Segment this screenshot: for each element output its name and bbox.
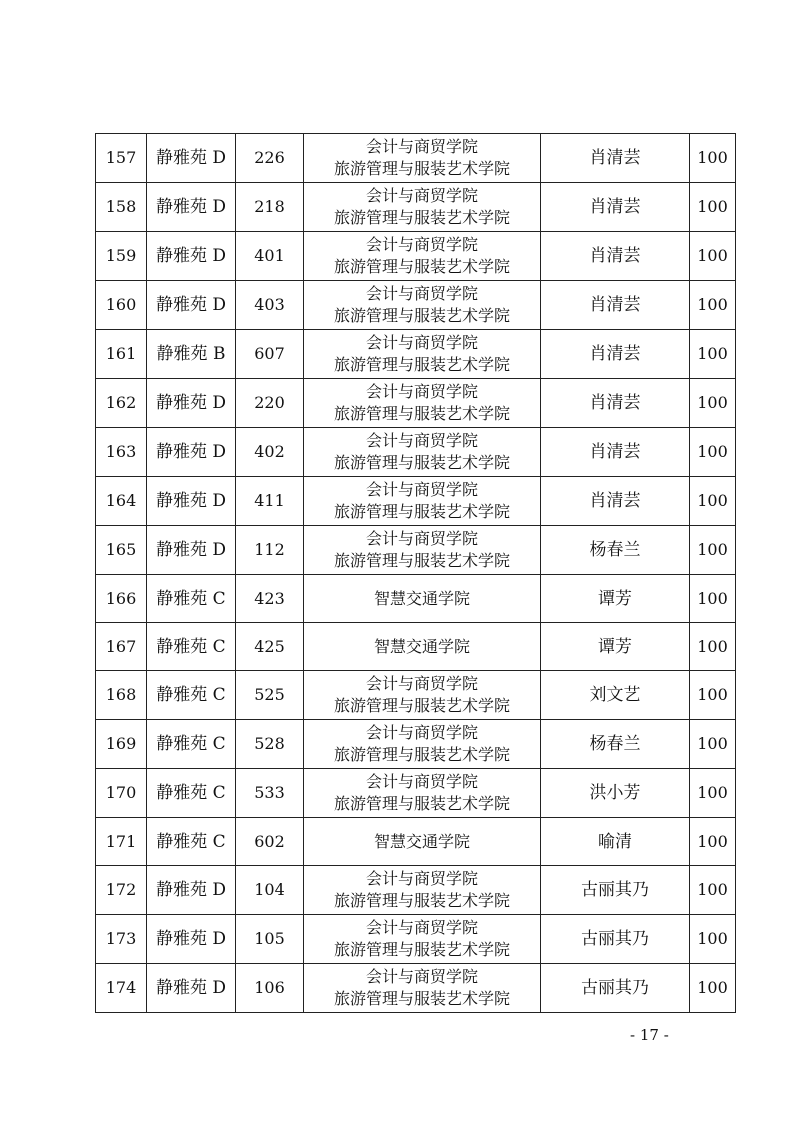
cell-person: 肖清芸 [541, 428, 690, 477]
cell-building: 静雅苑 D [147, 964, 236, 1013]
table-row [96, 671, 736, 720]
cell-number: 170 [96, 769, 147, 818]
cell-building: 静雅苑 D [147, 232, 236, 281]
cell-college [304, 330, 541, 379]
cell-building: 静雅苑 B [147, 330, 236, 379]
table-body [96, 134, 736, 1013]
college-name: 旅游管理与服装艺术学院 [333, 159, 510, 178]
cell-room: 411 [236, 477, 304, 526]
college-name: 旅游管理与服装艺术学院 [333, 745, 510, 764]
cell-person: 刘文艺 [541, 671, 690, 720]
cell-room: 104 [236, 866, 304, 915]
cell-building: 静雅苑 D [147, 281, 236, 330]
cell-number: 165 [96, 526, 147, 575]
cell-room: 403 [236, 281, 304, 330]
cell-building: 静雅苑 C [147, 671, 236, 720]
cell-number: 173 [96, 915, 147, 964]
cell-score: 100 [690, 964, 736, 1013]
cell-building: 静雅苑 C [147, 720, 236, 769]
cell-number: 168 [96, 671, 147, 720]
cell-building: 静雅苑 D [147, 866, 236, 915]
cell-number: 161 [96, 330, 147, 379]
college-name: 会计与商贸学院 [365, 529, 478, 548]
cell-college [304, 623, 541, 671]
table-row [96, 281, 736, 330]
cell-score: 100 [690, 575, 736, 623]
cell-college [304, 134, 541, 183]
college-name: 旅游管理与服装艺术学院 [333, 551, 510, 570]
cell-person: 古丽其乃 [541, 866, 690, 915]
cell-score: 100 [690, 526, 736, 575]
cell-person: 谭芳 [541, 575, 690, 623]
cell-room: 425 [236, 623, 304, 671]
table-row [96, 623, 736, 671]
cell-score: 100 [690, 915, 736, 964]
college-name: 会计与商贸学院 [365, 772, 478, 791]
cell-building: 静雅苑 D [147, 134, 236, 183]
cell-number: 166 [96, 575, 147, 623]
cell-college [304, 720, 541, 769]
cell-person: 肖清芸 [541, 232, 690, 281]
cell-room: 106 [236, 964, 304, 1013]
college-name: 会计与商贸学院 [365, 967, 478, 986]
cell-room: 423 [236, 575, 304, 623]
cell-number: 159 [96, 232, 147, 281]
cell-number: 160 [96, 281, 147, 330]
cell-score: 100 [690, 720, 736, 769]
cell-score: 100 [690, 477, 736, 526]
college-name: 旅游管理与服装艺术学院 [333, 208, 510, 227]
cell-number: 171 [96, 818, 147, 866]
cell-room: 602 [236, 818, 304, 866]
cell-score: 100 [690, 866, 736, 915]
cell-building: 静雅苑 D [147, 526, 236, 575]
cell-college [304, 526, 541, 575]
table-row [96, 526, 736, 575]
cell-score: 100 [690, 330, 736, 379]
cell-college [304, 232, 541, 281]
table-row [96, 575, 736, 623]
cell-score: 100 [690, 623, 736, 671]
table-row [96, 428, 736, 477]
cell-building: 静雅苑 D [147, 183, 236, 232]
cell-score: 100 [690, 769, 736, 818]
table-row [96, 330, 736, 379]
college-name: 会计与商贸学院 [365, 235, 478, 254]
cell-college [304, 428, 541, 477]
college-name: 会计与商贸学院 [365, 480, 478, 499]
cell-score: 100 [690, 428, 736, 477]
college-name: 旅游管理与服装艺术学院 [333, 404, 510, 423]
cell-college [304, 183, 541, 232]
cell-college [304, 379, 541, 428]
college-name: 会计与商贸学院 [365, 431, 478, 450]
college-name: 智慧交通学院 [373, 636, 470, 656]
college-name: 智慧交通学院 [373, 831, 470, 851]
cell-person: 古丽其乃 [541, 964, 690, 1013]
cell-room: 402 [236, 428, 304, 477]
cell-room: 533 [236, 769, 304, 818]
cell-person: 喻清 [541, 818, 690, 866]
table-row [96, 818, 736, 866]
cell-person: 肖清芸 [541, 379, 690, 428]
cell-room: 112 [236, 526, 304, 575]
dormitory-score-table [95, 133, 736, 1013]
cell-score: 100 [690, 281, 736, 330]
cell-score: 100 [690, 818, 736, 866]
college-name: 会计与商贸学院 [365, 869, 478, 888]
college-name: 会计与商贸学院 [365, 137, 478, 156]
table-row [96, 232, 736, 281]
cell-college [304, 477, 541, 526]
cell-person: 谭芳 [541, 623, 690, 671]
cell-person: 肖清芸 [541, 281, 690, 330]
cell-college [304, 575, 541, 623]
cell-room: 218 [236, 183, 304, 232]
cell-room: 607 [236, 330, 304, 379]
college-name: 会计与商贸学院 [365, 382, 478, 401]
cell-number: 167 [96, 623, 147, 671]
cell-person: 杨春兰 [541, 526, 690, 575]
cell-room: 220 [236, 379, 304, 428]
table-row [96, 915, 736, 964]
cell-room: 105 [236, 915, 304, 964]
cell-college [304, 281, 541, 330]
cell-building: 静雅苑 C [147, 575, 236, 623]
college-name: 旅游管理与服装艺术学院 [333, 257, 510, 276]
college-name: 旅游管理与服装艺术学院 [333, 940, 510, 959]
cell-building: 静雅苑 C [147, 623, 236, 671]
cell-number: 169 [96, 720, 147, 769]
cell-person: 洪小芳 [541, 769, 690, 818]
college-name: 会计与商贸学院 [365, 186, 478, 205]
cell-number: 157 [96, 134, 147, 183]
cell-college [304, 915, 541, 964]
cell-college [304, 769, 541, 818]
cell-college [304, 671, 541, 720]
cell-number: 163 [96, 428, 147, 477]
college-name: 旅游管理与服装艺术学院 [333, 453, 510, 472]
table-row [96, 134, 736, 183]
cell-room: 401 [236, 232, 304, 281]
cell-building: 静雅苑 D [147, 477, 236, 526]
cell-college [304, 964, 541, 1013]
cell-room: 226 [236, 134, 304, 183]
college-name: 旅游管理与服装艺术学院 [333, 696, 510, 715]
college-name: 旅游管理与服装艺术学院 [333, 891, 510, 910]
cell-number: 164 [96, 477, 147, 526]
cell-score: 100 [690, 379, 736, 428]
table-row [96, 183, 736, 232]
college-name: 旅游管理与服装艺术学院 [333, 989, 510, 1008]
college-name: 旅游管理与服装艺术学院 [333, 306, 510, 325]
college-name: 会计与商贸学院 [365, 918, 478, 937]
college-name: 会计与商贸学院 [365, 284, 478, 303]
cell-score: 100 [690, 671, 736, 720]
cell-number: 172 [96, 866, 147, 915]
cell-score: 100 [690, 232, 736, 281]
table-row [96, 477, 736, 526]
cell-building: 静雅苑 C [147, 769, 236, 818]
cell-score: 100 [690, 183, 736, 232]
college-name: 旅游管理与服装艺术学院 [333, 502, 510, 521]
college-name: 会计与商贸学院 [365, 674, 478, 693]
cell-score: 100 [690, 134, 736, 183]
page-number: - 17 - [630, 1026, 669, 1044]
table-row [96, 720, 736, 769]
college-name: 旅游管理与服装艺术学院 [333, 355, 510, 374]
cell-person: 肖清芸 [541, 183, 690, 232]
cell-person: 肖清芸 [541, 330, 690, 379]
cell-building: 静雅苑 D [147, 428, 236, 477]
college-name: 会计与商贸学院 [365, 333, 478, 352]
table-row [96, 379, 736, 428]
cell-number: 158 [96, 183, 147, 232]
cell-room: 525 [236, 671, 304, 720]
cell-person: 古丽其乃 [541, 915, 690, 964]
table-row [96, 964, 736, 1013]
cell-building: 静雅苑 D [147, 915, 236, 964]
table-row [96, 769, 736, 818]
table-row [96, 866, 736, 915]
college-name: 旅游管理与服装艺术学院 [333, 794, 510, 813]
cell-college [304, 866, 541, 915]
cell-building: 静雅苑 C [147, 818, 236, 866]
cell-number: 162 [96, 379, 147, 428]
college-name: 智慧交通学院 [373, 588, 470, 608]
cell-number: 174 [96, 964, 147, 1013]
cell-college [304, 818, 541, 866]
college-name: 会计与商贸学院 [365, 723, 478, 742]
cell-person: 杨春兰 [541, 720, 690, 769]
cell-person: 肖清芸 [541, 477, 690, 526]
cell-person: 肖清芸 [541, 134, 690, 183]
cell-building: 静雅苑 D [147, 379, 236, 428]
cell-room: 528 [236, 720, 304, 769]
